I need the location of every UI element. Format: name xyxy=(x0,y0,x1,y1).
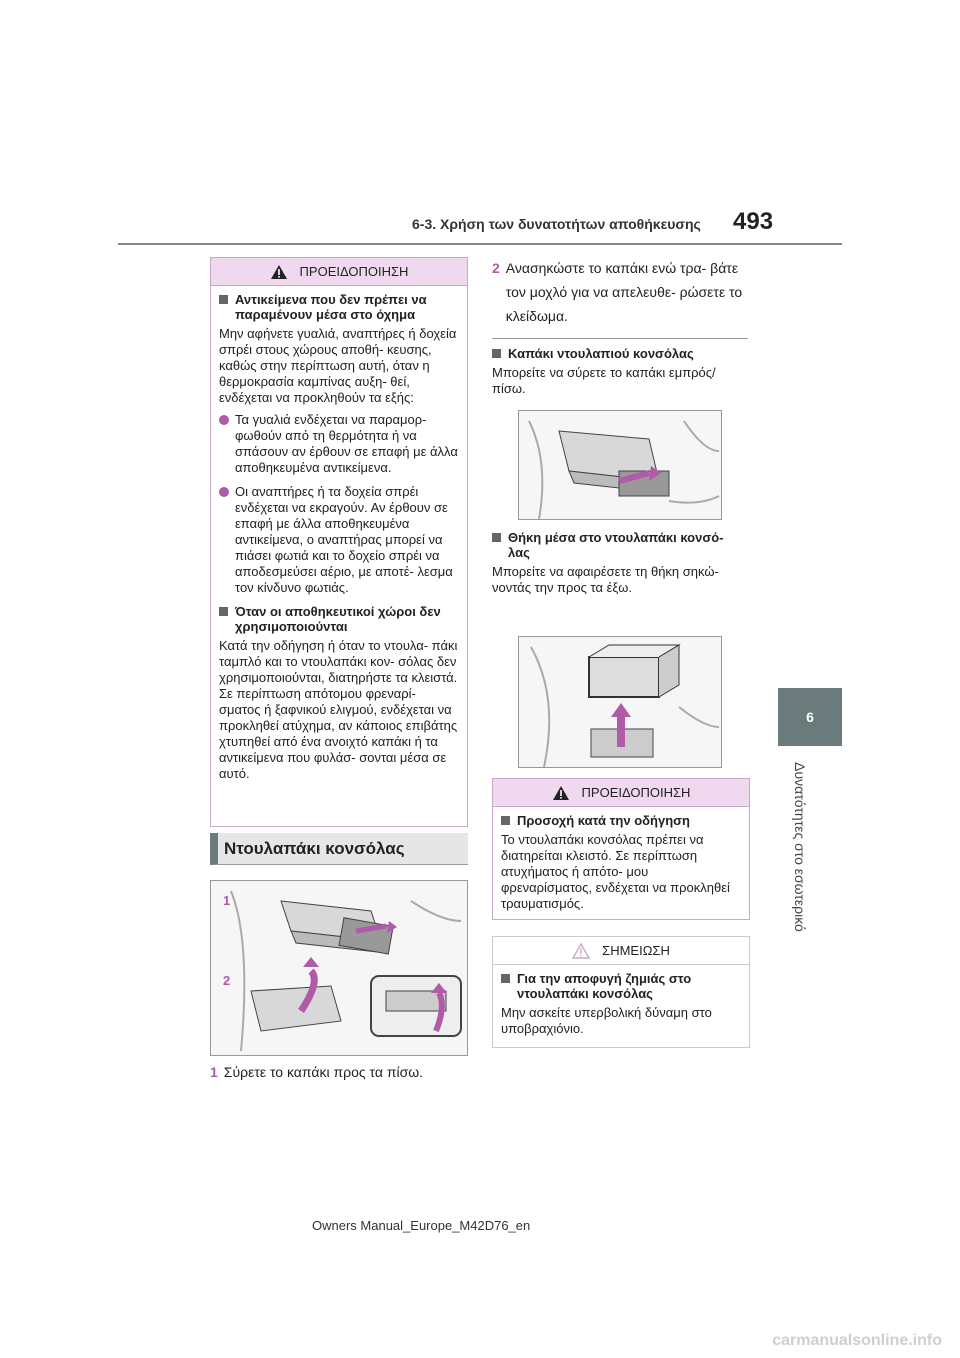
section-title-text: Καπάκι ντουλαπιού κονσόλας xyxy=(508,346,694,361)
lid-section xyxy=(492,346,748,403)
page-number: 493 xyxy=(733,208,774,235)
section-title-text: Αντικείμενα που δεν πρέπει να παραμένουν μέσα στο όχημα xyxy=(235,292,427,322)
step-2 xyxy=(492,256,748,328)
warning-box-header xyxy=(211,258,467,286)
warning-bullet xyxy=(219,412,459,476)
square-bullet-icon xyxy=(492,349,501,358)
warning-section-text: Μην αφήνετε γυαλιά, αναπτήρες ή δοχεία σπρέι στους χώρους αποθή- κευσης, καθώς στην περίπτωση αυτή, όταν η θερμοκρασία καμπίνας αυξη- θεί, ενδέχεται να προκληθούν τα εξής: xyxy=(219,326,457,405)
step-2-text: Ανασηκώστε το καπάκι ενώ τρα- βάτε τον μοχλό για να απελευθε- ρώσετε το κλείδωμα. xyxy=(505,260,743,324)
warning-section-title xyxy=(501,813,741,828)
note-box-header xyxy=(493,937,749,965)
square-bullet-icon xyxy=(501,974,510,983)
warning-box-objects xyxy=(210,257,468,827)
section-title-text: Για την αποφυγή ζημιάς στο ντουλαπάκι κονσόλας xyxy=(517,971,692,1001)
chapter-title-text: Δυνατότητες στο εσωτερικό xyxy=(792,762,808,932)
lid-section-title xyxy=(492,346,748,361)
warning-section-text: Το ντουλαπάκι κονσόλας πρέπει να διατηρείται κλειστό. Σε περίπτωση ατυχήματος ή απότο- μου φρεναρίσματος, ενδέχεται να προκληθεί τραυματισμός. xyxy=(501,832,730,911)
lid-slide-illustration xyxy=(519,411,722,520)
figure-label-1: 1 xyxy=(223,893,231,908)
footer-text: Owners Manual_Europe_M42D76_en xyxy=(312,1218,531,1233)
square-bullet-icon xyxy=(501,816,510,825)
step-2-number: 2 xyxy=(492,260,500,276)
watermark: carmanualsonline.info xyxy=(772,1332,942,1349)
square-bullet-icon xyxy=(219,607,228,616)
warning-heading: ΠΡΟΕΙΔΟΠΟΙΗΣΗ xyxy=(299,264,409,279)
tray-remove-illustration xyxy=(519,637,722,768)
warning-icon xyxy=(552,785,570,801)
warning-section-text: Κατά την οδήγηση ή όταν το ντουλα- πάκι ταμπλό και το ντουλαπάκι κον- σόλας δεν χρησιμοποιούνται, διατηρήστε τα κλειστά. Σε περίπτωση απότομου φρεναρί- σματος ή ξαφνικού ελιγμού, ενδέχεται να προκληθεί ατύχημα, αν κάποιος επιβάτης χτυπηθεί από ένα ανοιχτό καπάκι ή τα αντικείμενα που φυλάσ- σονται μέσα σε αυτό. xyxy=(219,638,458,781)
section-title-text: Προσοχή κατά την οδήγηση xyxy=(517,813,690,828)
lid-section-text: Μπορείτε να σύρετε το καπάκι εμπρός/πίσω. xyxy=(492,365,716,396)
caution-icon xyxy=(572,943,590,959)
lid-slide-figure xyxy=(518,410,722,520)
console-compartment-heading: Ντουλαπάκι κονσόλας xyxy=(210,833,468,865)
tray-section-title xyxy=(492,530,748,560)
square-bullet-icon xyxy=(219,295,228,304)
step-1 xyxy=(210,1060,468,1084)
tray-section-text: Μπορείτε να αφαιρέσετε τη θήκη σηκώ- νοντάς την προς τα έξω. xyxy=(492,564,719,595)
note-section-title xyxy=(501,971,741,1001)
console-open-figure xyxy=(210,880,468,1056)
section-title-text: Θήκη μέσα στο ντουλαπάκι κονσό- λας xyxy=(508,530,724,560)
warning-heading: ΠΡΟΕΙΔΟΠΟΙΗΣΗ xyxy=(581,785,691,800)
warning-section-title xyxy=(219,292,459,322)
square-bullet-icon xyxy=(492,533,501,542)
header-divider xyxy=(118,243,842,245)
column-divider xyxy=(492,338,748,339)
warning-bullet xyxy=(219,484,459,596)
warning-icon xyxy=(270,264,288,280)
warning-box-header xyxy=(493,779,749,807)
console-illustration xyxy=(211,881,468,1056)
warning-box-driving xyxy=(492,778,750,920)
step-1-text: Σύρετε το καπάκι προς τα πίσω. xyxy=(223,1064,424,1080)
bullet-text: Οι αναπτήρες ή τα δοχεία σπρέι ενδέχεται να εκραγούν. Αν έρθουν σε επαφή με άλλα αποθηκευμένα αντικείμενα, ο αναπτήρας μπορεί να πιάσει φωτιά και το δοχείο σπρέι να αποδεσμεύσει αέριο, με αποτέ- λεσμα τον κίνδυνο φωτιάς. xyxy=(235,484,453,595)
figure-label-2: 2 xyxy=(223,973,231,988)
warning-section-title xyxy=(219,604,459,634)
circle-bullet-icon xyxy=(219,415,229,425)
step-1-number: 1 xyxy=(210,1064,218,1080)
note-box xyxy=(492,936,750,1048)
note-heading: ΣΗΜΕΙΩΣΗ xyxy=(602,943,670,958)
note-section-text: Μην ασκείτε υπερβολική δύναμη στο υποβραχιόνιο. xyxy=(501,1005,712,1036)
tray-section xyxy=(492,530,748,602)
section-title-text: Όταν οι αποθηκευτικοί χώροι δεν χρησιμοποιούνται xyxy=(235,604,441,634)
bullet-text: Τα γυαλιά ενδέχεται να παραμορ- φωθούν από τη θερμότητα ή να σπάσουν αν έρθουν σε επαφή με άλλα αποθηκευμένα αντικείμενα. xyxy=(235,412,458,475)
circle-bullet-icon xyxy=(219,487,229,497)
chapter-tab: 6 xyxy=(778,688,842,746)
tray-remove-figure xyxy=(518,636,722,768)
section-header: 6-3. Χρήση των δυνατοτήτων αποθήκευσης xyxy=(412,216,701,232)
chapter-title xyxy=(790,752,810,942)
